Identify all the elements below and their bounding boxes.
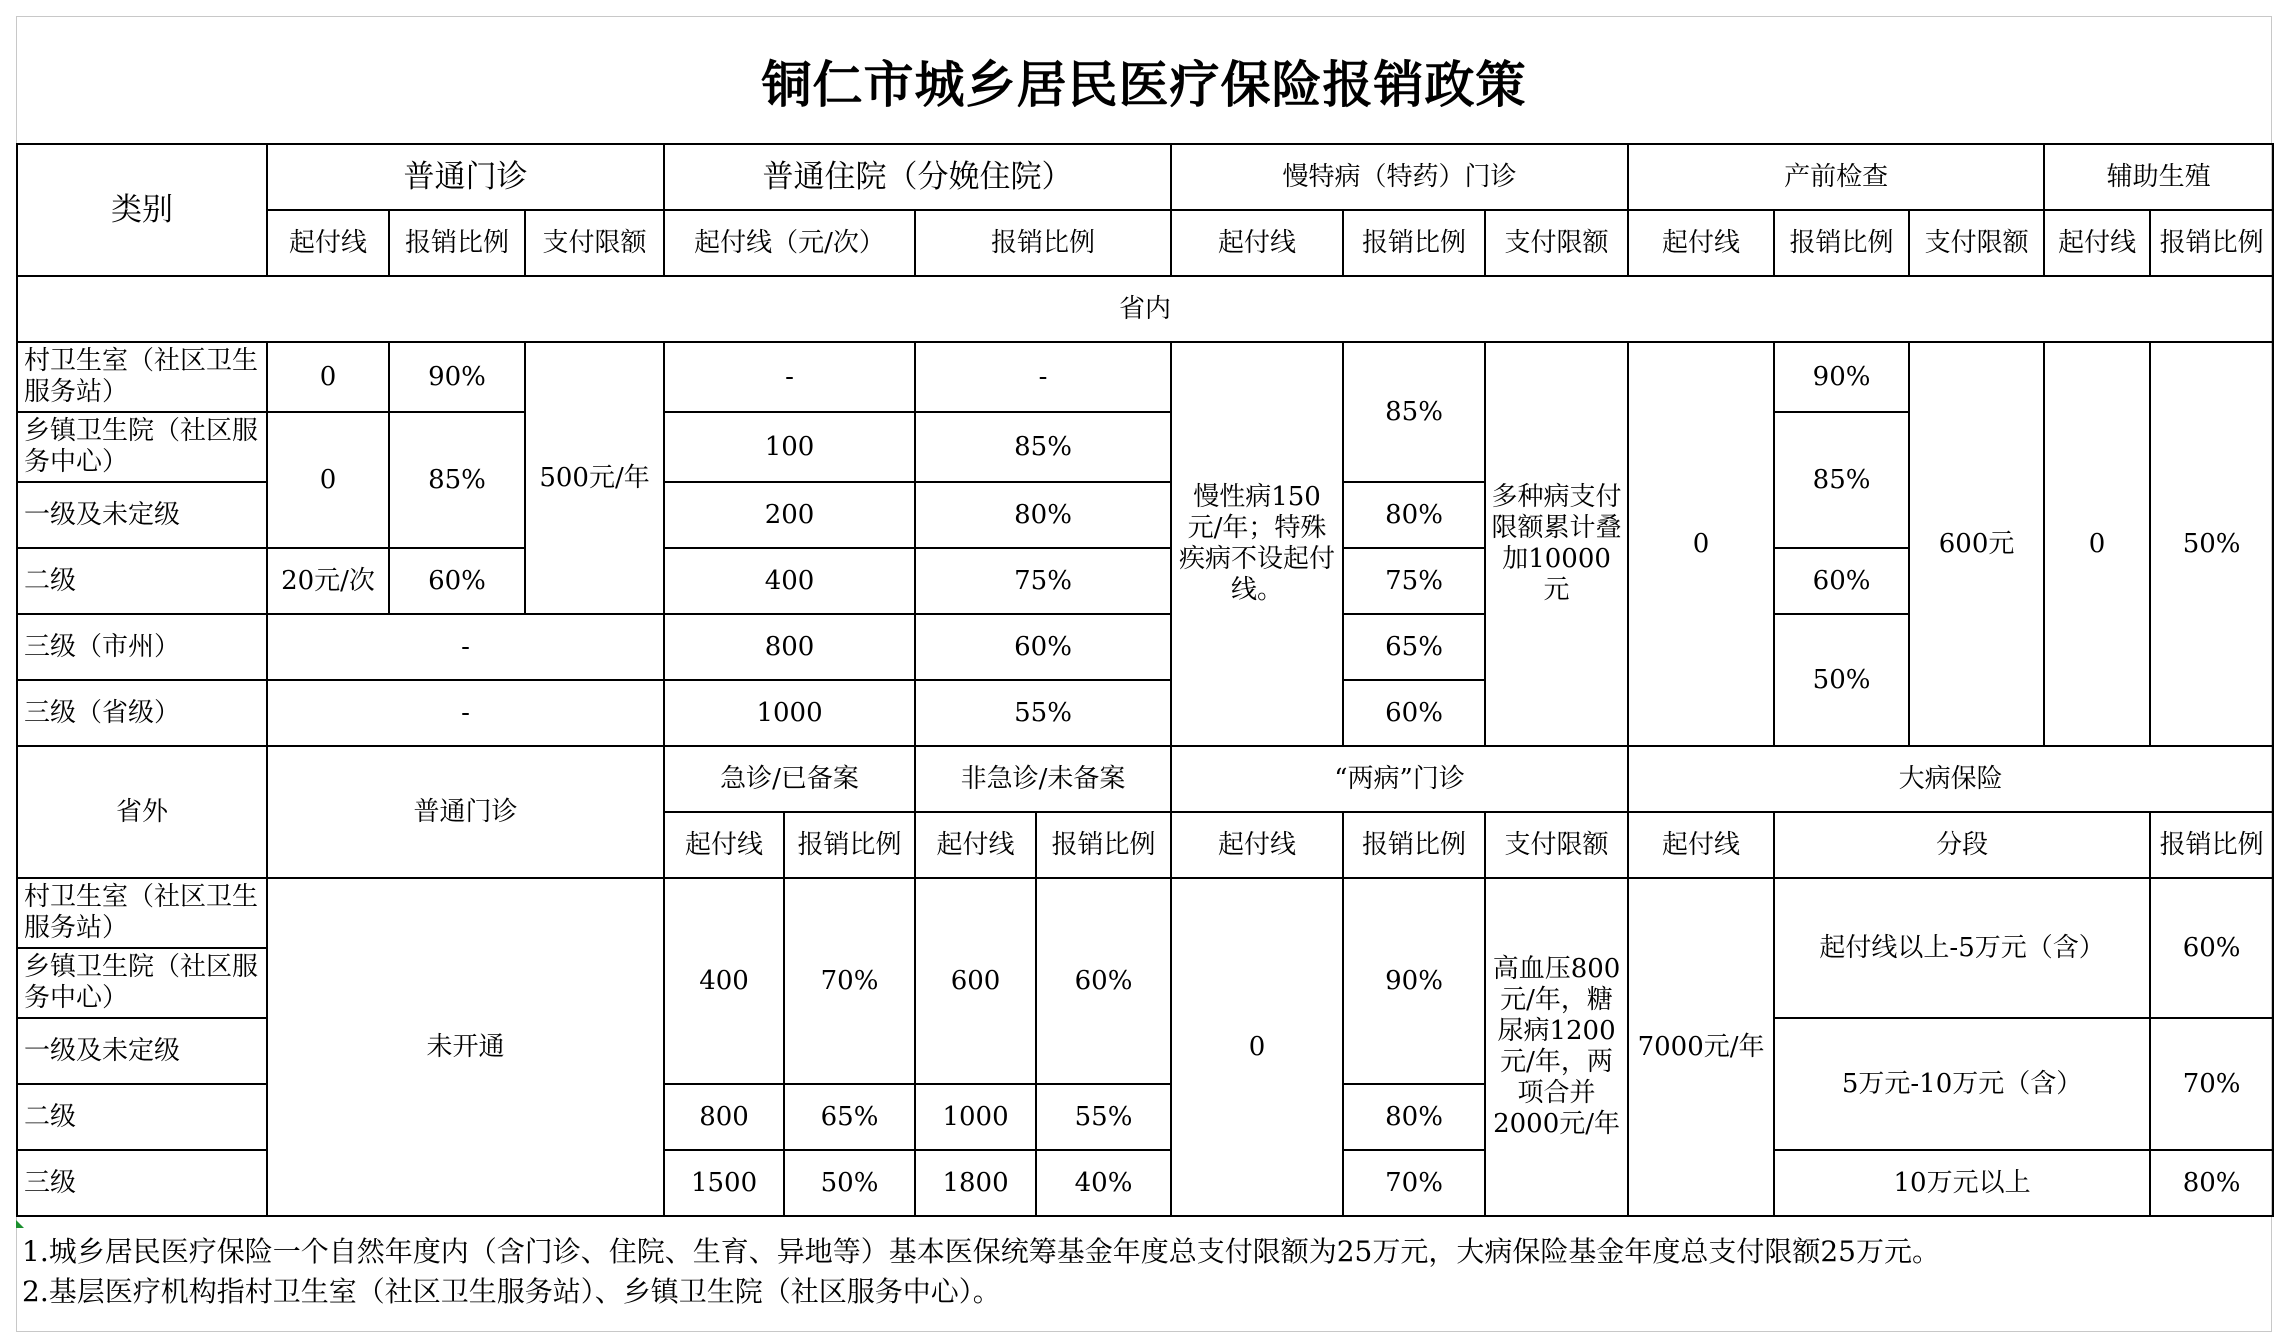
non-emergency-basic-deductible: 600 [915, 878, 1036, 1084]
footnote-1: 1.城乡居民医疗保险一个自然年度内（含门诊、住院、生育、异地等）基本医保统筹基金年度总支付限额为25万元，大病保险基金年度总支付限额25万元。 [22, 1235, 1940, 1268]
inpatient-level3-city-ratio: 60% [915, 614, 1171, 680]
subheader-deductible: 起付线 [1628, 812, 1774, 878]
subheader-limit: 支付限额 [1909, 210, 2044, 276]
emergency-basic-ratio: 70% [784, 878, 915, 1084]
subheader-deductible: 起付线 [2044, 210, 2150, 276]
subheader-ratio: 报销比例 [1774, 210, 1909, 276]
outpatient-village-ratio: 90% [389, 342, 525, 412]
emergency-header: 急诊/已备案 [664, 746, 915, 812]
two-diseases-ratio-level3: 70% [1343, 1150, 1485, 1216]
emergency-level3-ratio: 50% [784, 1150, 915, 1216]
row-label-level2: 二级 [17, 548, 267, 614]
inpatient-level3-prov-deductible: 1000 [664, 680, 915, 746]
subheader-segment: 分段 [1774, 812, 2150, 878]
inpatient-level2-ratio: 75% [915, 548, 1171, 614]
outpatient-limit: 500元/年 [525, 342, 664, 614]
out-row-label-village: 村卫生室（社区卫生服务站） [17, 878, 267, 948]
outpatient-level3-prov: - [267, 680, 664, 746]
serious-deductible: 7000元/年 [1628, 878, 1774, 1216]
subheader-ratio: 报销比例 [1343, 812, 1485, 878]
header-prenatal: 产前检查 [1628, 144, 2044, 210]
footnote-2: 2.基层医疗机构指村卫生室（社区卫生服务站）、乡镇卫生院（社区服务中心）。 [22, 1275, 1001, 1308]
outpatient-village-deductible: 0 [267, 342, 389, 412]
outpatient-level2-ratio: 60% [389, 548, 525, 614]
subheader-ratio: 报销比例 [1036, 812, 1171, 878]
serious-ratio-3: 80% [2150, 1150, 2273, 1216]
inpatient-level2-deductible: 400 [664, 548, 915, 614]
page-title: 铜仁市城乡居民医疗保险报销政策 [761, 55, 1527, 114]
subheader-deductible-per-visit: 起付线（元/次） [664, 210, 915, 276]
out-row-label-level3: 三级 [17, 1150, 267, 1216]
subheader-limit: 支付限额 [525, 210, 664, 276]
inpatient-level3-prov-ratio: 55% [915, 680, 1171, 746]
emergency-level2-deductible: 800 [664, 1084, 784, 1150]
subheader-ratio: 报销比例 [1343, 210, 1485, 276]
out-row-label-level1: 一级及未定级 [17, 1018, 267, 1084]
inpatient-level3-city-deductible: 800 [664, 614, 915, 680]
out-row-label-level2: 二级 [17, 1084, 267, 1150]
prenatal-ratio-level3: 50% [1774, 614, 1909, 746]
row-label-village: 村卫生室（社区卫生服务站） [17, 342, 267, 412]
row-label-level3-city: 三级（市州） [17, 614, 267, 680]
chronic-ratio-level2: 75% [1343, 548, 1485, 614]
chronic-ratio-level3-prov: 60% [1343, 680, 1485, 746]
serious-ratio-1: 60% [2150, 878, 2273, 1018]
assisted-deductible: 0 [2044, 342, 2150, 746]
out-row-label-township: 乡镇卫生院（社区服务中心） [17, 948, 267, 1018]
inpatient-village-ratio: - [915, 342, 1171, 412]
serious-ratio-2: 70% [2150, 1018, 2273, 1150]
chronic-limit: 多种病支付限额累计叠加10000元 [1485, 342, 1628, 746]
chronic-ratio-level3-city: 65% [1343, 614, 1485, 680]
two-diseases-ratio-level2: 80% [1343, 1084, 1485, 1150]
non-emergency-basic-ratio: 60% [1036, 878, 1171, 1084]
policy-table [16, 143, 2274, 1217]
subheader-ratio: 报销比例 [915, 210, 1171, 276]
assisted-ratio: 50% [2150, 342, 2273, 746]
section-in-province: 省内 [17, 276, 2273, 342]
subheader-deductible: 起付线 [1628, 210, 1774, 276]
prenatal-ratio-village: 90% [1774, 342, 1909, 412]
inpatient-level1-deductible: 200 [664, 482, 915, 548]
inpatient-township-ratio: 85% [915, 412, 1171, 482]
serious-segment-1: 起付线以上-5万元（含） [1774, 878, 2150, 1018]
non-emergency-level3-deductible: 1800 [915, 1150, 1036, 1216]
subheader-limit: 支付限额 [1485, 210, 1628, 276]
inpatient-village-deductible: - [664, 342, 915, 412]
two-diseases-ratio-basic: 90% [1343, 878, 1485, 1084]
header-assisted: 辅助生殖 [2044, 144, 2273, 210]
outpatient-level2-deductible: 20元/次 [267, 548, 389, 614]
serious-illness-header: 大病保险 [1628, 746, 2273, 812]
prenatal-limit: 600元 [1909, 342, 2044, 746]
non-emergency-level3-ratio: 40% [1036, 1150, 1171, 1216]
chronic-ratio-level1: 80% [1343, 482, 1485, 548]
out-outpatient-header: 普通门诊 [267, 746, 664, 878]
emergency-level3-deductible: 1500 [664, 1150, 784, 1216]
subheader-deductible: 起付线 [664, 812, 784, 878]
subheader-limit: 支付限额 [1485, 812, 1628, 878]
header-category: 类别 [17, 144, 267, 276]
subheader-deductible: 起付线 [915, 812, 1036, 878]
row-label-level1: 一级及未定级 [17, 482, 267, 548]
emergency-basic-deductible: 400 [664, 878, 784, 1084]
inpatient-township-deductible: 100 [664, 412, 915, 482]
cell-corner-marker [16, 1220, 24, 1228]
subheader-deductible: 起付线 [1171, 210, 1343, 276]
footnotes [16, 1232, 2272, 1312]
outpatient-township-ratio: 85% [389, 412, 525, 548]
emergency-level2-ratio: 65% [784, 1084, 915, 1150]
non-emergency-level2-deductible: 1000 [915, 1084, 1036, 1150]
two-diseases-limit: 高血压800元/年，糖尿病1200元/年，两项合并2000元/年 [1485, 878, 1628, 1216]
subheader-deductible: 起付线 [267, 210, 389, 276]
row-label-township: 乡镇卫生院（社区服务中心） [17, 412, 267, 482]
chronic-deductible: 慢性病150元/年；特殊疾病不设起付线。 [1171, 342, 1343, 746]
two-diseases-header: “两病”门诊 [1171, 746, 1628, 812]
subheader-ratio: 报销比例 [2150, 812, 2273, 878]
serious-segment-3: 10万元以上 [1774, 1150, 2150, 1216]
serious-segment-2: 5万元-10万元（含） [1774, 1018, 2150, 1150]
row-label-level3-prov: 三级（省级） [17, 680, 267, 746]
header-outpatient: 普通门诊 [267, 144, 664, 210]
prenatal-deductible: 0 [1628, 342, 1774, 746]
two-diseases-deductible: 0 [1171, 878, 1343, 1216]
inpatient-level1-ratio: 80% [915, 482, 1171, 548]
prenatal-ratio-township: 85% [1774, 412, 1909, 548]
non-emergency-level2-ratio: 55% [1036, 1084, 1171, 1150]
non-emergency-header: 非急诊/未备案 [915, 746, 1171, 812]
prenatal-ratio-level2: 60% [1774, 548, 1909, 614]
subheader-deductible: 起付线 [1171, 812, 1343, 878]
subheader-ratio: 报销比例 [784, 812, 915, 878]
outpatient-township-deductible: 0 [267, 412, 389, 548]
subheader-ratio: 报销比例 [2150, 210, 2273, 276]
section-out-province: 省外 [17, 746, 267, 878]
header-inpatient: 普通住院（分娩住院） [664, 144, 1171, 210]
chronic-ratio-basic: 85% [1343, 342, 1485, 482]
header-chronic: 慢特病（特药）门诊 [1171, 144, 1628, 210]
subheader-ratio: 报销比例 [389, 210, 525, 276]
out-outpatient-status: 未开通 [267, 878, 664, 1216]
outpatient-level3-city: - [267, 614, 664, 680]
